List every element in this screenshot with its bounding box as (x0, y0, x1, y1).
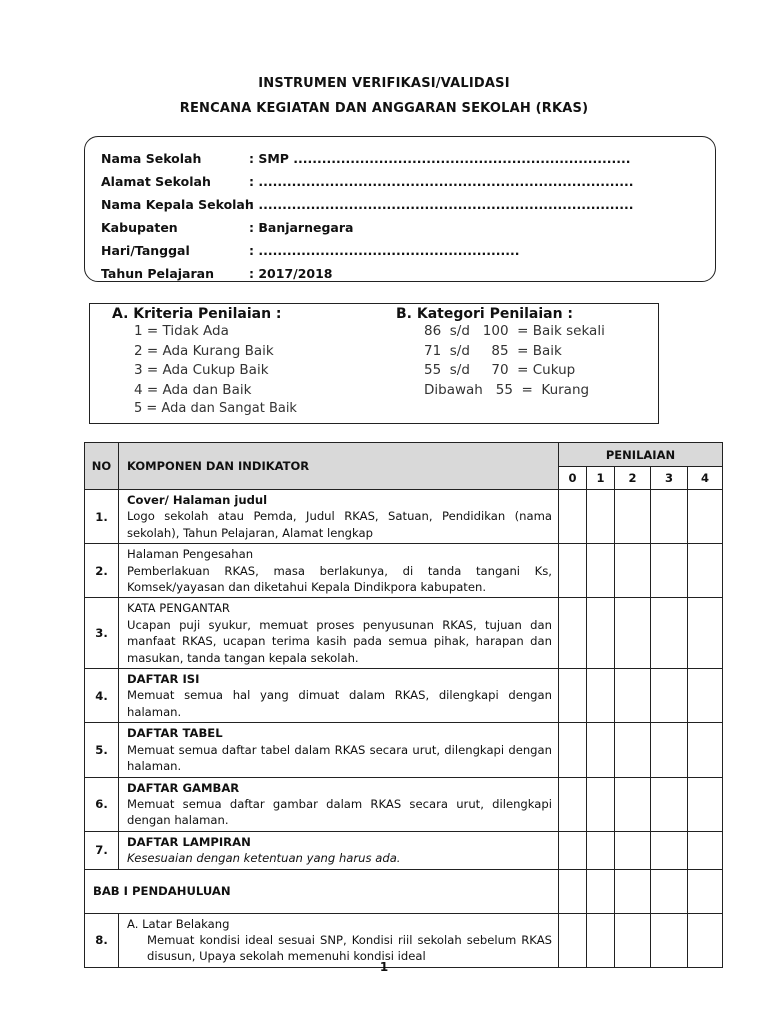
score-cell[interactable] (651, 723, 688, 777)
table-row (85, 723, 723, 777)
component-description: Memuat kondisi ideal sesuai SNP, Kondisi riil sekolah sebelum RKAS disusun, Upaya sekolah memenuhi kondisi ideal (147, 932, 552, 964)
score-cell[interactable] (559, 831, 587, 869)
header-komponen: KOMPONEN DAN INDIKATOR (119, 443, 559, 490)
score-cell (615, 869, 651, 913)
identity-row-hari-tanggal (101, 243, 520, 258)
component-description: Memuat semua hal yang dimuat dalam RKAS, dilengkapi dengan halaman. (127, 688, 552, 719)
score-cell[interactable] (651, 777, 688, 831)
table-row (85, 490, 723, 544)
component-cell (119, 669, 559, 723)
score-cell[interactable] (688, 723, 723, 777)
score-cell[interactable] (615, 490, 651, 544)
row-number: 1. (85, 490, 119, 544)
identity-value: : SMP ....................................................................... (249, 151, 631, 166)
score-cell[interactable] (615, 598, 651, 669)
component-title: DAFTAR TABEL (127, 726, 223, 741)
score-cell[interactable] (688, 598, 723, 669)
row-number: 5. (85, 723, 119, 777)
header-penilaian: PENILAIAN (559, 443, 723, 467)
component-title: DAFTAR GAMBAR (127, 780, 240, 795)
identity-value: : ....................................................... (249, 243, 520, 258)
score-cell[interactable] (688, 831, 723, 869)
score-cell[interactable] (651, 669, 688, 723)
score-cell[interactable] (587, 669, 615, 723)
document-title-line2: RENCANA KEGIATAN DAN ANGGARAN SEKOLAH (RKAS) (179, 101, 589, 116)
section-row (85, 869, 723, 913)
component-title: Cover/ Halaman judul (127, 493, 268, 507)
kriteria-item: 3 = Ada Cukup Baik (134, 362, 269, 378)
score-cell[interactable] (559, 723, 587, 777)
row-number: 8. (85, 913, 119, 967)
component-title: DAFTAR ISI (127, 672, 200, 687)
score-cell[interactable] (559, 669, 587, 723)
identity-value: : Banjarnegara (249, 220, 354, 235)
score-cell[interactable] (559, 544, 587, 598)
component-description: Kesesuaian dengan ketentuan yang harus ada. (127, 851, 401, 866)
kategori-item: 55 s/d 70 = Cukup (424, 362, 576, 378)
kriteria-title: A. Kriteria Penilaian : (112, 306, 282, 322)
component-cell (119, 723, 559, 777)
kriteria-item: 4 = Ada dan Baik (134, 381, 252, 398)
identity-row-tahun-pelajaran (101, 266, 333, 281)
identity-label: Nama Kepala Sekolah (101, 197, 254, 212)
identity-row-alamat-sekolah (101, 174, 634, 189)
identity-label: Kabupaten (101, 220, 178, 235)
assessment-table (84, 442, 723, 968)
score-cell[interactable] (615, 669, 651, 723)
score-cell[interactable] (559, 598, 587, 669)
score-cell[interactable] (587, 723, 615, 777)
kategori-item: 71 s/d 85 = Baik (424, 342, 562, 359)
page-number: 1 (379, 960, 389, 974)
table-row (85, 598, 723, 669)
score-cell[interactable] (688, 490, 723, 544)
section-title: BAB I PENDAHULUAN (85, 869, 559, 913)
identity-label: Hari/Tanggal (101, 243, 190, 258)
component-title: KATA PENGANTAR (127, 601, 230, 616)
component-description: Ucapan puji syukur, memuat proses penyusunan RKAS, tujuan dan manfaat RKAS, ucapan terima kasih pada semua pihak, harapan dan masukan, tanda tangan kepala sekolah. (127, 617, 552, 665)
kriteria-item: 5 = Ada dan Sangat Baik (134, 401, 297, 416)
component-title: A. Latar Belakang (127, 916, 230, 931)
table-row (85, 669, 723, 723)
score-cell[interactable] (587, 544, 615, 598)
score-cell[interactable] (615, 831, 651, 869)
score-cell[interactable] (615, 544, 651, 598)
identity-value: : 2017/2018 (249, 266, 333, 281)
score-cell[interactable] (688, 669, 723, 723)
identity-box (84, 136, 716, 282)
identity-value: : ............................................................................... (249, 197, 634, 212)
score-header-2: 2 (615, 467, 651, 490)
row-number: 4. (85, 669, 119, 723)
score-cell[interactable] (587, 598, 615, 669)
row-number: 7. (85, 831, 119, 869)
component-description: Pemberlakuan RKAS, masa berlakunya, di tanda tangani Ks, Komsek/yayasan dan diketahui Kepala Dindikpora kabupaten. (127, 563, 552, 595)
score-cell[interactable] (651, 598, 688, 669)
header-no: NO (85, 443, 119, 490)
score-cell (587, 869, 615, 913)
component-title: Halaman Pengesahan (127, 547, 254, 562)
score-cell[interactable] (651, 831, 688, 869)
score-header-0: 0 (559, 467, 587, 490)
identity-label: Tahun Pelajaran (101, 266, 214, 281)
score-header-4: 4 (688, 467, 723, 490)
identity-row-nama-kepala-sekolah (101, 197, 634, 212)
score-cell (559, 869, 587, 913)
identity-value: : ............................................................................... (249, 174, 634, 189)
score-cell (688, 869, 723, 913)
component-description: Memuat semua daftar tabel dalam RKAS secara urut, dilengkapi dengan halaman. (127, 742, 552, 774)
row-number: 2. (85, 544, 119, 598)
kategori-title: B. Kategori Penilaian : (396, 306, 574, 322)
score-cell[interactable] (688, 544, 723, 598)
table-row (85, 831, 723, 869)
kategori-item: Dibawah 55 = Kurang (424, 381, 590, 398)
score-cell[interactable] (688, 777, 723, 831)
score-cell[interactable] (615, 777, 651, 831)
score-cell[interactable] (587, 831, 615, 869)
identity-label: Alamat Sekolah (101, 174, 211, 189)
score-header-1: 1 (587, 467, 615, 490)
score-cell[interactable] (587, 490, 615, 544)
score-cell[interactable] (651, 490, 688, 544)
component-cell (119, 490, 559, 544)
component-description: Memuat semua daftar gambar dalam RKAS secara urut, dilengkapi dengan halaman. (127, 796, 552, 828)
kriteria-penilaian (112, 306, 297, 421)
kriteria-item: 1 = Tidak Ada (134, 323, 229, 339)
component-cell (119, 544, 559, 598)
score-cell[interactable] (651, 544, 688, 598)
score-cell[interactable] (587, 777, 615, 831)
component-title: DAFTAR LAMPIRAN (127, 834, 251, 849)
table-row (85, 777, 723, 831)
score-cell[interactable] (559, 490, 587, 544)
kriteria-item: 2 = Ada Kurang Baik (134, 342, 274, 359)
identity-label: Nama Sekolah (101, 151, 202, 166)
identity-row-nama-sekolah (101, 151, 630, 166)
identity-row-kabupaten (101, 220, 353, 235)
component-cell (119, 831, 559, 869)
document-title-line1: INSTRUMEN VERIFIKASI/VALIDASI (258, 76, 510, 91)
component-description: Logo sekolah atau Pemda, Judul RKAS, Satuan, Pendidikan (nama sekolah), Tahun Pelajaran, Alamat lengkap (127, 509, 552, 540)
score-cell[interactable] (615, 723, 651, 777)
row-number: 6. (85, 777, 119, 831)
component-cell (119, 598, 559, 669)
kategori-item: 86 s/d 100 = Baik sekali (424, 323, 605, 339)
table-row (85, 544, 723, 598)
criteria-box (89, 303, 659, 424)
component-cell (119, 777, 559, 831)
score-cell (651, 869, 688, 913)
score-cell[interactable] (559, 777, 587, 831)
kategori-penilaian (396, 306, 605, 401)
score-header-3: 3 (651, 467, 688, 490)
row-number: 3. (85, 598, 119, 669)
